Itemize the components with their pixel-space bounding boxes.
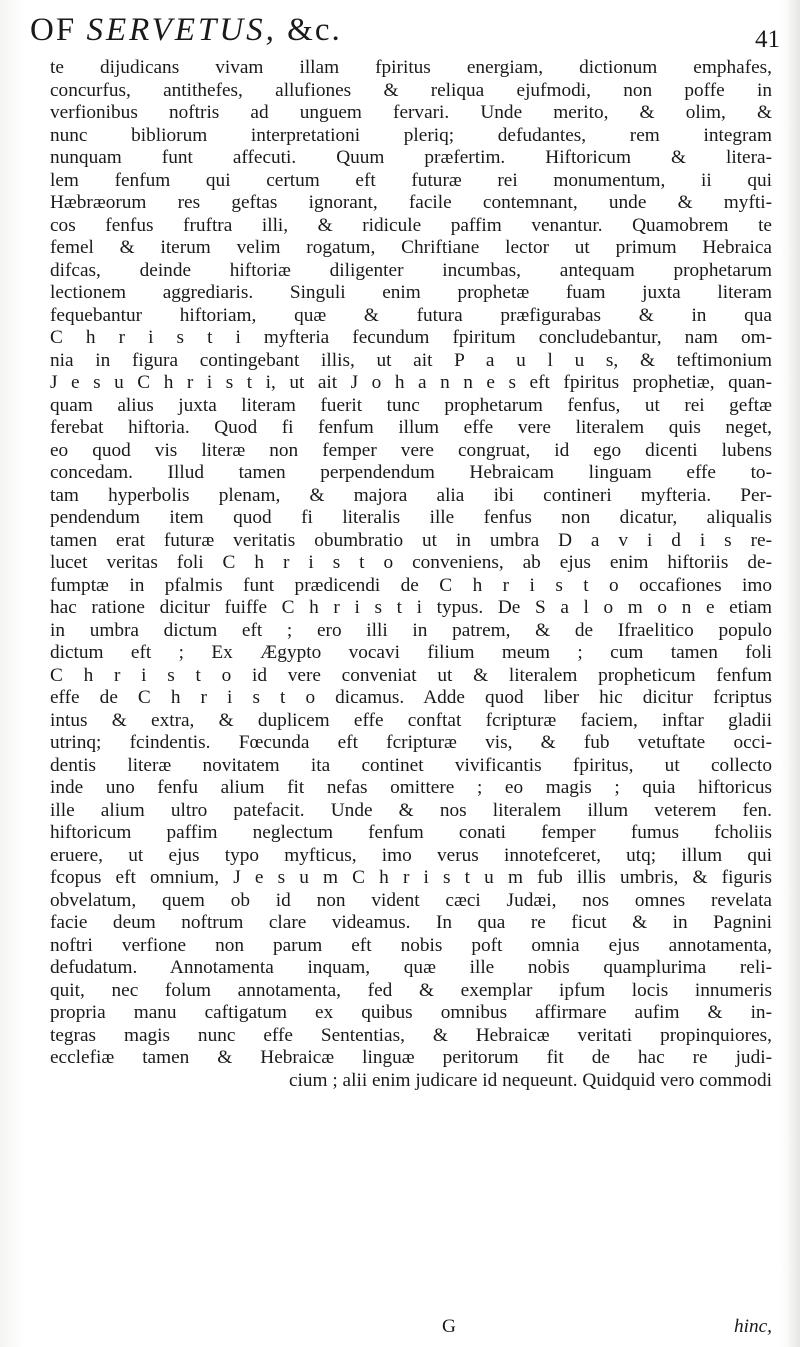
running-head [30,12,780,52]
text-line: defudatum. Annotamenta inquam, quæ ille nobis quamplurima reli- [50,957,772,978]
running-title-main: SERVETUS, [86,12,277,48]
text-line: lucet veritas foli C h r i s t o conveniens, ab ejus enim hiftoriis de- [50,552,772,573]
text-line: hac ratione dicitur fuiffe C h r i s t i typus. De S a l o m o n e etiam [50,597,772,618]
text-line: C h r i s t o id vere conveniat ut & literalem propheticum fenfum [50,664,772,686]
text-line: verfionibus noftris ad unguem fervari. Unde merito, & olim, & [50,102,772,123]
text-line: quam alius juxta literam fuerit tunc prophetarum fenfus, ut rei geftæ [50,394,772,416]
text-line: femel & iterum velim rogatum, Chriftiane lector ut primum Hebraica [50,237,772,258]
text-line: fcopus eft omnium, J e s u m C h r i s t u m fub illis umbris, & figuris [50,867,772,888]
text-line: cium ; alii enim judicare id nequeunt. Quidquid vero commodi [289,1069,772,1091]
catchword: hinc, [733,1316,772,1337]
page-edge-shadow [786,0,800,1347]
text-line: C h r i s t i myfteria fecundum fpiritum concludebantur, nam om- [50,327,772,348]
text-line: inde uno fenfu alium fit nefas omittere ; eo magis ; quia hiftoricus [50,777,772,798]
text-line: dictum eft ; Ex Ægypto vocavi filium meum ; cum tamen foli [50,642,772,663]
text-line: concedam. Illud tamen perpendendum Hebraicam linguam effe to- [50,462,772,483]
text-line: ille alium ultro patefacit. Unde & nos literalem illum veterem fen. [50,799,772,821]
text-line: nunc bibliorum interpretationi pleriq; defudantes, rem integram [50,124,772,146]
text-line: facie deum noftrum clare videamus. In qua re ficut & in Pagnini [50,912,772,933]
text-line: tegras magis nunc effe Sententias, & Hebraicæ veritati propinquiores, [50,1024,772,1046]
text-line: noftri verfione non parum eft nobis poft omnia ejus annotamenta, [50,934,772,956]
text-line: fequebantur hiftoriam, quæ & futura præfigurabas & in qua [50,304,772,326]
text-line: tamen erat futuræ veritatis obumbratio ut in umbra D a v i d i s re- [50,529,772,551]
text-line: lectionem aggrediaris. Singuli enim prophetæ fuam juxta literam [50,282,772,303]
text-line: cos fenfus fruftra illi, & ridicule paffim venantur. Quamobrem te [50,214,772,236]
text-line: J e s u C h r i s t i, ut ait J o h a n n e s eft fpiritus prophetiæ, quan- [50,372,772,393]
text-line: utrinq; fcindentis. Fœcunda eft fcripturæ vis, & fub vetuftate occi- [50,732,772,753]
running-title-suffix: &c. [287,12,342,48]
page-number: 41 [755,26,780,53]
text-line: dentis literæ novitatem ita continet vivificantis fpiritus, ut collecto [50,754,772,776]
text-line: nunquam funt affecuti. Quum præfertim. Hiftoricum & litera- [50,147,772,168]
running-title-prefix: OF [30,12,77,48]
text-line: pendendum item quod fi literalis ille fenfus non dicatur, aliqualis [50,507,772,528]
text-line: effe de C h r i s t o dicamus. Adde quod liber hic dicitur fcriptus [50,687,772,708]
text-line: ecclefiæ tamen & Hebraicæ linguæ peritorum fit de hac re judi- [50,1047,772,1068]
signature-mark: G [442,1316,456,1337]
text-line: tam hyperbolis plenam, & majora alia ibi contineri myfteria. Per- [50,484,772,506]
text-line: obvelatum, quem ob id non vident cæci Judæi, nos omnes revelata [50,889,772,911]
text-line: propria manu caftigatum ex quibus omnibus affirmare aufim & in- [50,1002,772,1023]
body-text [50,57,772,1092]
text-line: nia in figura contingebant illis, ut ait P a u l u s, & teftimonium [50,349,772,371]
text-line: intus & extra, & duplicem effe conftat fcripturæ faciem, inftar gladii [50,709,772,731]
running-title [30,12,342,49]
text-line: ferebat hiftoria. Quod fi fenfum illum effe vere literalem quis neget, [50,417,772,438]
text-line: lem fenfum qui certum eft futuræ rei monumentum, ii qui [50,169,772,191]
text-line: Hæbræorum res geftas ignorant, facile contemnant, unde & myfti- [50,192,772,213]
text-line: hiftoricum paffim neglectum fenfum conati femper fumus fcholiis [50,822,772,843]
text-line: eruere, ut ejus typo myfticus, imo verus innotefceret, utq; illum qui [50,844,772,866]
text-line: in umbra dictum eft ; ero illi in patrem, & de Ifraelitico populo [50,619,772,641]
text-line: fumptæ in pfalmis funt prædicendi de C h r i s t o occafiones imo [50,574,772,596]
text-line: te dijudicans vivam illam fpiritus energiam, dictionum emphafes, [50,57,772,78]
text-line: quit, nec folum annotamenta, fed & exemplar ipfum locis innumeris [50,979,772,1001]
text-line: concurfus, antithefes, allufiones & reliqua ejufmodi, non poffe in [50,79,772,101]
page-footer [50,1316,772,1340]
text-line: difcas, deinde hiftoriæ diligenter incumbas, antequam prophetarum [50,259,772,281]
text-line: eo quod vis literæ non femper vere congruat, id ego dicenti lubens [50,439,772,461]
